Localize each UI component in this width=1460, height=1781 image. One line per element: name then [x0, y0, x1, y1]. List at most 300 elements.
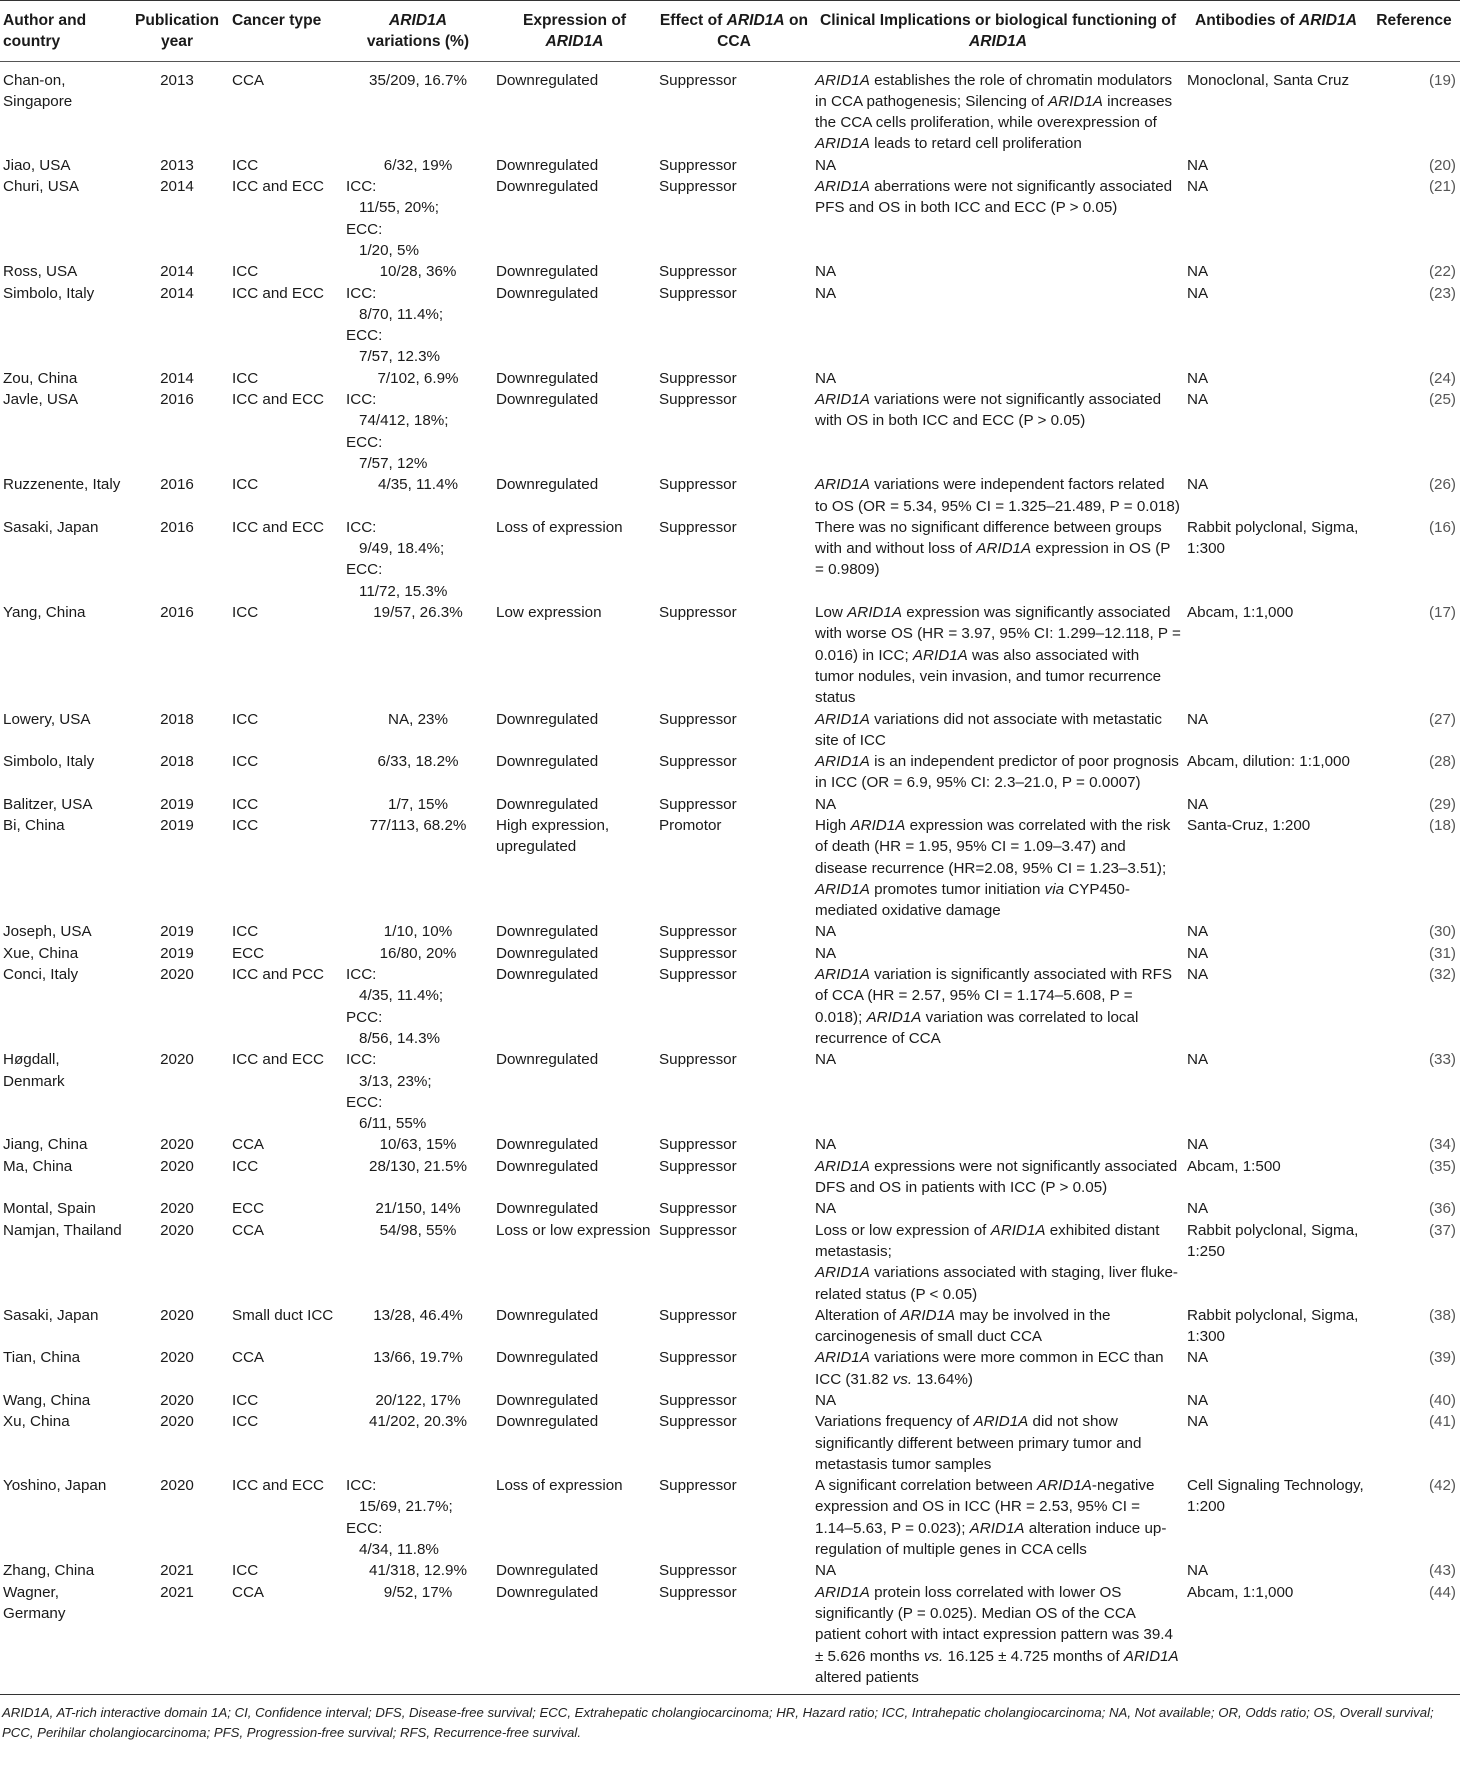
cell-cancer-type: ICC — [232, 369, 259, 387]
cell-clinical: Low ARID1A expression was significantly associated with worse OS (HR = 3.97, 95% CI: 1.299–12.118, P = 0.016) in ICC; ARID1A was also associated with tumor nodules, vein invasion, and tumor recurrence status — [815, 604, 1181, 707]
cell-author: Jiang, China — [3, 1136, 88, 1154]
cell-cancer-type: ICC — [232, 1413, 259, 1431]
cell-variations — [343, 1347, 493, 1390]
cell-antibodies: NA — [1187, 1392, 1209, 1409]
variation-line: ICC: — [346, 391, 377, 409]
cell-year: 2014 — [160, 178, 194, 196]
cell-year: 2016 — [160, 391, 194, 409]
header-antibodies: Antibodies of ARID1A — [1184, 1, 1368, 62]
cell-author: Yoshino, Japan — [3, 1477, 107, 1495]
cell-cancer-type: ICC — [232, 1392, 259, 1409]
cell-antibodies: NA — [1187, 156, 1209, 174]
table-row — [0, 1220, 1460, 1305]
table-row — [0, 61, 1460, 155]
variation-line: 1/10, 10% — [383, 923, 453, 941]
cell-antibodies: NA — [1187, 1562, 1209, 1580]
cell-effect: Suppressor — [656, 1582, 812, 1695]
cell-effect: Suppressor — [659, 795, 737, 813]
cell-clinical: NA — [815, 1200, 837, 1218]
cell-antibodies: NA — [1187, 1349, 1209, 1367]
cell-effect: Suppressor — [659, 156, 737, 174]
table-row — [0, 943, 1460, 964]
cell-antibodies: NA — [1187, 476, 1209, 494]
cell-author: Lowery, USA — [3, 710, 91, 728]
cell-author: Yang, China — [3, 604, 86, 622]
cell-variations — [343, 368, 493, 389]
cell-clinical: NA — [815, 156, 837, 174]
cell-cancer-type: CCA — [229, 1582, 343, 1695]
cell-reference: (21) — [1428, 178, 1456, 196]
cell-clinical: NA — [815, 1392, 837, 1409]
cell-author: Sasaki, Japan — [3, 1306, 99, 1324]
cell-author: Sasaki, Japan — [3, 518, 99, 536]
cell-reference: (33) — [1428, 1051, 1456, 1069]
cell-variations — [343, 794, 493, 815]
cell-expression: Loss or low expression — [496, 1221, 651, 1239]
cell-clinical: NA — [815, 369, 837, 387]
variation-line: 4/35, 11.4%; — [359, 987, 444, 1005]
cell-expression: Downregulated — [496, 1051, 599, 1069]
cell-clinical: ARID1A variations were not significantly associated with OS in both ICC and ECC (P > 0.05) — [815, 391, 1162, 430]
cell-antibodies: NA — [1187, 923, 1209, 941]
cell-year: 2020 — [160, 1349, 194, 1367]
cell-clinical: High ARID1A expression was correlated with the risk of death (HR = 1.95, 95% CI = 1.09–3.47) and disease recurrence (HR=2.08, 95% CI = 1.23–3.51); ARID1A promotes tumor initiation via CYP450-mediated oxidative damage — [815, 816, 1171, 920]
cell-expression: Downregulated — [493, 1582, 656, 1695]
header-cancer-type: Cancer type — [229, 1, 343, 62]
cell-antibodies: NA — [1187, 1200, 1209, 1218]
cell-effect: Suppressor — [659, 1200, 737, 1218]
cell-reference: (26) — [1428, 476, 1456, 494]
cell-variations — [343, 964, 493, 1049]
variation-line: ICC: — [346, 284, 377, 302]
cell-cancer-type: ICC and PCC — [232, 966, 325, 984]
cell-expression: Downregulated — [496, 966, 599, 984]
variation-line: 16/80, 20% — [379, 944, 457, 962]
cell-expression: Downregulated — [496, 178, 599, 196]
cell-effect: Suppressor — [659, 476, 737, 494]
variation-line: ICC: — [346, 966, 377, 984]
cell-cancer-type: CCA — [232, 71, 265, 89]
variation-line: ECC: — [346, 433, 383, 451]
variation-line: ECC: — [346, 1093, 383, 1111]
cell-clinical: ARID1A is an independent predictor of poor prognosis in ICC (OR = 6.9, 95% CI: 2.3–21.0, P = 0.0007) — [815, 753, 1179, 792]
cell-expression: Downregulated — [496, 1306, 599, 1324]
cell-author: Joseph, USA — [3, 923, 92, 941]
header-year: Publication year — [125, 1, 229, 62]
cell-clinical: ARID1A variations were more common in ECC than ICC (31.82 vs. 13.64%) — [815, 1349, 1164, 1388]
cell-cancer-type: ICC — [232, 263, 259, 281]
cell-author: Conci, Italy — [3, 966, 79, 984]
cell-expression: Downregulated — [496, 156, 599, 174]
table-footnote: ARID1A, AT-rich interactive domain 1A; CI, Confidence interval; DFS, Disease-free survival; ECC, Extrahepatic cholangiocarcinoma; HR, Hazard ratio; ICC, Intrahepatic cholangiocarcinoma; NA, Not available; OR, Odds ratio; OS, Overall survival; PCC, Perihilar cholangiocarcinoma; PFS, Progression-free survival; RFS, Recurrence-free survival. — [2, 1705, 1434, 1740]
cell-antibodies: Rabbit polyclonal, Sigma, 1:300 — [1187, 518, 1359, 558]
cell-year: 2019 — [160, 816, 194, 834]
table-row — [0, 389, 1460, 474]
cell-antibodies: Abcam, dilution: 1:1,000 — [1187, 753, 1350, 771]
cell-reference: (19) — [1428, 71, 1456, 89]
cell-clinical: Alteration of ARID1A may be involved in the carcinogenesis of small duct CCA — [815, 1306, 1111, 1346]
cell-antibodies: Abcam, 1:1,000 — [1184, 1582, 1368, 1695]
cell-expression: Downregulated — [496, 263, 599, 281]
cell-cancer-type: ECC — [232, 944, 265, 962]
cell-year: 2021 — [160, 1562, 194, 1580]
cell-year: 2020 — [160, 1200, 194, 1218]
variation-line: 7/102, 6.9% — [377, 369, 459, 387]
cell-expression: Downregulated — [496, 369, 599, 387]
cell-variations — [343, 602, 493, 708]
table-row — [0, 474, 1460, 517]
cell-antibodies: Rabbit polyclonal, Sigma, 1:300 — [1187, 1306, 1359, 1346]
cell-reference: (37) — [1428, 1221, 1456, 1239]
cell-variations — [343, 176, 493, 261]
table-row — [0, 176, 1460, 261]
cell-cancer-type: ICC — [232, 156, 259, 174]
variation-line: ICC: — [346, 178, 377, 196]
cell-reference: (44) — [1368, 1582, 1460, 1695]
cell-antibodies: Abcam, 1:500 — [1187, 1157, 1281, 1175]
table-header — [0, 1, 1460, 62]
cell-effect: Suppressor — [659, 1413, 737, 1431]
cell-variations — [343, 1198, 493, 1219]
cell-author: Zhang, China — [3, 1562, 95, 1580]
cell-expression: Downregulated — [496, 710, 599, 728]
cell-effect: Suppressor — [659, 1562, 737, 1580]
header-expression: Expression of ARID1A — [493, 1, 656, 62]
cell-author: Ross, USA — [3, 263, 78, 281]
table-row — [0, 1475, 1460, 1560]
cell-expression: Downregulated — [496, 71, 599, 89]
cell-reference: (39) — [1428, 1349, 1456, 1367]
cell-reference: (29) — [1428, 795, 1456, 813]
cell-effect: Suppressor — [659, 1349, 737, 1367]
header-clinical: Clinical Implications or biological functioning of ARID1A — [812, 1, 1184, 62]
cell-author: Høgdall, Denmark — [3, 1051, 65, 1090]
cell-year: 2020 — [160, 1477, 194, 1495]
cell-clinical: ARID1A expressions were not significantly associated DFS and OS in patients with ICC (P > 0.05) — [815, 1157, 1178, 1197]
cell-cancer-type: ICC — [232, 753, 259, 771]
table-row — [0, 1582, 1460, 1695]
table-row — [0, 155, 1460, 176]
variation-line: ECC: — [346, 327, 383, 345]
variation-line: 6/33, 18.2% — [377, 753, 459, 771]
cell-variations — [343, 751, 493, 794]
cell-expression: Downregulated — [496, 1157, 599, 1175]
variation-line: 20/122, 17% — [375, 1392, 461, 1409]
cell-reference: (38) — [1428, 1306, 1456, 1324]
cell-antibodies: NA — [1187, 1051, 1209, 1069]
cell-reference: (31) — [1428, 944, 1456, 962]
cell-reference: (27) — [1428, 710, 1456, 728]
cell-antibodies: NA — [1187, 391, 1209, 409]
cell-antibodies: Rabbit polyclonal, Sigma, 1:250 — [1187, 1221, 1359, 1260]
table-row — [0, 1411, 1460, 1475]
cell-author: Xu, China — [3, 1413, 70, 1431]
variation-line: ICC: — [346, 1477, 377, 1495]
variation-line: 7/57, 12% — [359, 454, 428, 472]
cell-year: 2013 — [160, 156, 194, 174]
cell-variations — [343, 1475, 493, 1560]
cell-author: Tian, China — [3, 1349, 81, 1367]
table-row — [0, 1049, 1460, 1134]
table-row — [0, 964, 1460, 1049]
variation-line: 19/57, 26.3% — [373, 604, 463, 622]
cell-effect: Suppressor — [659, 604, 737, 622]
cell-antibodies: NA — [1187, 284, 1209, 302]
cell-year: 2020 — [160, 1306, 194, 1324]
cell-clinical: Loss or low expression of ARID1A exhibited distant metastasis; ARID1A variations associated with staging, liver fluke-related status (P < 0.05) — [815, 1221, 1178, 1303]
cell-year: 2013 — [160, 71, 194, 89]
cell-expression: Downregulated — [496, 923, 599, 941]
cell-year: 2019 — [160, 944, 194, 962]
cell-cancer-type: ICC — [232, 816, 259, 834]
cell-year: 2018 — [160, 753, 194, 771]
variation-line: 3/13, 23%; — [359, 1072, 432, 1090]
variation-line: 41/318, 12.9% — [369, 1562, 467, 1580]
variation-line: 4/34, 11.8% — [359, 1541, 439, 1559]
cell-antibodies: NA — [1187, 966, 1209, 984]
cell-author: Simbolo, Italy — [3, 753, 95, 771]
header-effect: Effect of ARID1A on CCA — [656, 1, 812, 62]
cell-variations — [343, 815, 493, 921]
variation-line: 1/7, 15% — [388, 795, 448, 813]
cell-variations — [343, 1411, 493, 1475]
cell-clinical: A significant correlation between ARID1A-negative expression and OS in ICC (HR = 2.53, 95% CI = 1.14–5.63, P = 0.023); ARID1A alteration induce up-regulation of multiple genes in CCA cells — [815, 1477, 1167, 1559]
cell-cancer-type: ICC — [232, 476, 259, 494]
cell-author: Xue, China — [3, 944, 79, 962]
cell-effect: Suppressor — [659, 753, 737, 771]
cell-effect: Suppressor — [659, 923, 737, 941]
cell-reference: (28) — [1428, 753, 1456, 771]
cell-variations — [343, 283, 493, 368]
cell-author: Simbolo, Italy — [3, 284, 95, 302]
cell-reference: (40) — [1428, 1392, 1456, 1409]
cell-reference: (16) — [1428, 518, 1456, 536]
cell-year: 2016 — [160, 476, 194, 494]
cell-effect: Suppressor — [659, 944, 737, 962]
table-row — [0, 709, 1460, 752]
cell-author: Wang, China — [3, 1392, 91, 1409]
cell-cancer-type: CCA — [232, 1136, 265, 1154]
cell-year: 2016 — [160, 604, 194, 622]
cell-cancer-type: ICC — [232, 604, 259, 622]
cell-cancer-type: ICC and ECC — [232, 1051, 325, 1069]
table-row — [0, 751, 1460, 794]
cell-cancer-type: ICC — [232, 1562, 259, 1580]
cell-clinical: ARID1A variations did not associate with metastatic site of ICC — [815, 710, 1162, 749]
table-row — [0, 602, 1460, 708]
cell-variations — [343, 1582, 493, 1695]
cell-cancer-type: ECC — [232, 1200, 265, 1218]
cell-expression: Downregulated — [496, 391, 599, 409]
variation-line: 9/49, 18.4%; — [359, 540, 445, 558]
cell-author: Javle, USA — [3, 391, 79, 409]
cell-expression: Downregulated — [496, 1136, 599, 1154]
cell-expression: Downregulated — [496, 795, 599, 813]
variation-line: PCC: — [346, 1008, 383, 1026]
cell-effect: Suppressor — [659, 1306, 737, 1324]
cell-clinical: NA — [815, 1051, 837, 1069]
table-row — [0, 1156, 1460, 1199]
variation-line: 8/70, 11.4%; — [359, 305, 444, 323]
cell-expression: Downregulated — [496, 476, 599, 494]
cell-year: 2021 — [125, 1582, 229, 1695]
cell-expression: High expression, upregulated — [496, 816, 610, 856]
cell-expression: Downregulated — [496, 1392, 599, 1409]
cell-expression: Downregulated — [496, 944, 599, 962]
variation-line: 6/11, 55% — [359, 1115, 427, 1133]
cell-year: 2018 — [160, 710, 194, 728]
cell-year: 2014 — [160, 369, 194, 387]
cell-effect: Suppressor — [659, 966, 737, 984]
cell-effect: Suppressor — [659, 71, 737, 89]
cell-author: Ruzzenente, Italy — [3, 476, 121, 494]
table-row — [0, 517, 1460, 602]
cell-author: Churi, USA — [3, 178, 79, 196]
cell-cancer-type: CCA — [232, 1349, 265, 1367]
cell-variations — [343, 261, 493, 282]
cell-clinical: NA — [815, 263, 837, 281]
cell-reference: (36) — [1428, 1200, 1456, 1218]
cell-author: Zou, China — [3, 369, 78, 387]
cell-variations — [343, 709, 493, 752]
cell-effect: Suppressor — [659, 710, 737, 728]
header-variations: ARID1A variations (%) — [343, 1, 493, 62]
cell-reference: (20) — [1428, 156, 1456, 174]
table-row — [0, 1347, 1460, 1390]
cell-author: Montal, Spain — [3, 1200, 96, 1218]
cell-expression: Loss of expression — [496, 1477, 623, 1495]
variation-line: 11/72, 15.3% — [359, 582, 448, 600]
cell-author: Wagner, Germany — [0, 1582, 125, 1695]
cell-expression: Downregulated — [496, 753, 599, 771]
cell-effect: Suppressor — [659, 391, 737, 409]
cell-variations — [343, 474, 493, 517]
cell-cancer-type: ICC — [232, 795, 259, 813]
cell-effect: Suppressor — [659, 1221, 737, 1239]
table-row — [0, 1390, 1460, 1411]
cell-effect: Suppressor — [659, 1477, 737, 1495]
cell-clinical: Variations frequency of ARID1A did not show significantly different between primary tumor and metastasis tumor samples — [815, 1413, 1142, 1473]
variation-line: 13/66, 19.7% — [373, 1349, 463, 1367]
cell-variations — [343, 1156, 493, 1199]
cell-reference: (17) — [1428, 604, 1456, 622]
variation-line: 13/28, 46.4% — [373, 1306, 463, 1324]
variation-line: 35/209, 16.7% — [369, 71, 467, 89]
cell-reference: (34) — [1428, 1136, 1456, 1154]
cell-antibodies: Monoclonal, Santa Cruz — [1187, 71, 1350, 89]
cell-reference: (41) — [1428, 1413, 1456, 1431]
cell-antibodies: NA — [1187, 710, 1209, 728]
cell-cancer-type: ICC and ECC — [232, 518, 325, 536]
cell-variations — [343, 1305, 493, 1348]
table-row — [0, 368, 1460, 389]
cell-variations — [343, 1560, 493, 1581]
cell-variations — [343, 61, 493, 155]
variation-line: 10/63, 15% — [379, 1136, 457, 1154]
cell-clinical: NA — [815, 923, 837, 941]
cell-antibodies: NA — [1187, 369, 1209, 387]
variation-line: 6/32, 19% — [383, 156, 453, 174]
cell-antibodies: NA — [1187, 1136, 1209, 1154]
variation-line: 8/56, 14.3% — [359, 1029, 441, 1047]
cell-clinical: NA — [815, 1562, 837, 1580]
variation-line: ICC: — [346, 1051, 377, 1069]
cell-year: 2020 — [160, 1136, 194, 1154]
cell-year: 2020 — [160, 1157, 194, 1175]
variation-line: ECC: — [346, 1519, 383, 1537]
table-row — [0, 283, 1460, 368]
variation-line: 15/69, 21.7%; — [359, 1498, 453, 1516]
variation-line: 54/98, 55% — [379, 1221, 457, 1239]
cell-clinical: ARID1A variations were independent factors related to OS (OR = 5.34, 95% CI = 1.325–21.489, P = 0.018) — [815, 476, 1180, 515]
variation-line: 28/130, 21.5% — [369, 1157, 467, 1175]
cell-clinical: ARID1A variation is significantly associated with RFS of CCA (HR = 2.57, 95% CI = 1.174–5.608, P = 0.018); ARID1A variation was correlated to local recurrence of CCA — [815, 966, 1173, 1047]
cell-antibodies: Cell Signaling Technology, 1:200 — [1187, 1477, 1364, 1516]
variation-line: 7/57, 12.3% — [359, 348, 441, 366]
cell-variations — [343, 1049, 493, 1134]
cell-author: Bi, China — [3, 816, 65, 834]
cell-expression: Downregulated — [496, 1562, 599, 1580]
cell-year: 2019 — [160, 795, 194, 813]
cell-variations — [343, 921, 493, 942]
cell-effect: Suppressor — [659, 518, 737, 536]
table-row — [0, 1560, 1460, 1581]
cell-cancer-type: ICC and ECC — [232, 1477, 325, 1495]
cell-reference: (18) — [1428, 816, 1456, 834]
cell-reference: (25) — [1428, 391, 1456, 409]
cell-year: 2016 — [160, 518, 194, 536]
variation-line: 21/150, 14% — [375, 1200, 461, 1218]
cell-cancer-type: ICC and ECC — [232, 178, 325, 196]
cell-reference: (23) — [1428, 284, 1456, 302]
cell-effect: Suppressor — [659, 1157, 737, 1175]
table-row — [0, 261, 1460, 282]
cell-year: 2014 — [160, 263, 194, 281]
cell-effect: Suppressor — [659, 178, 737, 196]
cell-clinical: NA — [815, 1136, 837, 1154]
table-row — [0, 815, 1460, 921]
cell-cancer-type: Small duct ICC — [232, 1306, 334, 1324]
cell-expression: Downregulated — [496, 1200, 599, 1218]
cell-antibodies: NA — [1187, 1413, 1209, 1431]
cell-antibodies: NA — [1187, 795, 1209, 813]
cell-clinical: NA — [815, 795, 837, 813]
cell-reference: (43) — [1428, 1562, 1456, 1580]
cell-cancer-type: ICC and ECC — [232, 391, 325, 409]
cell-effect: Suppressor — [659, 1051, 737, 1069]
cell-reference: (35) — [1428, 1157, 1456, 1175]
table-row — [0, 1198, 1460, 1219]
cell-reference: (30) — [1428, 923, 1456, 941]
table-row — [0, 1305, 1460, 1348]
cell-variations — [343, 1220, 493, 1305]
variation-line: 1/20, 5% — [359, 241, 419, 259]
cell-expression: Low expression — [496, 604, 602, 622]
header-author: Author and country — [0, 1, 125, 62]
cell-effect: Promotor — [659, 816, 722, 834]
cell-antibodies: NA — [1187, 944, 1209, 962]
cell-year: 2020 — [160, 1221, 194, 1239]
cell-year: 2020 — [160, 1413, 194, 1431]
cell-clinical: ARID1A establishes the role of chromatin modulators in CCA pathogenesis; Silencing of ARID1A increases the CCA cells proliferation, while overexpression of ARID1A leads to retard cell proliferation — [815, 71, 1173, 153]
variation-line: 41/202, 20.3% — [369, 1413, 467, 1431]
cell-author: Chan-on, Singapore — [3, 71, 73, 110]
cell-variations — [343, 389, 493, 474]
cell-clinical: There was no significant difference between groups with and without loss of ARID1A expression in OS (P = 0.9809) — [815, 518, 1171, 579]
cell-clinical: NA — [815, 284, 837, 302]
cell-reference: (32) — [1428, 966, 1456, 984]
variation-line: 4/35, 11.4% — [378, 476, 458, 494]
